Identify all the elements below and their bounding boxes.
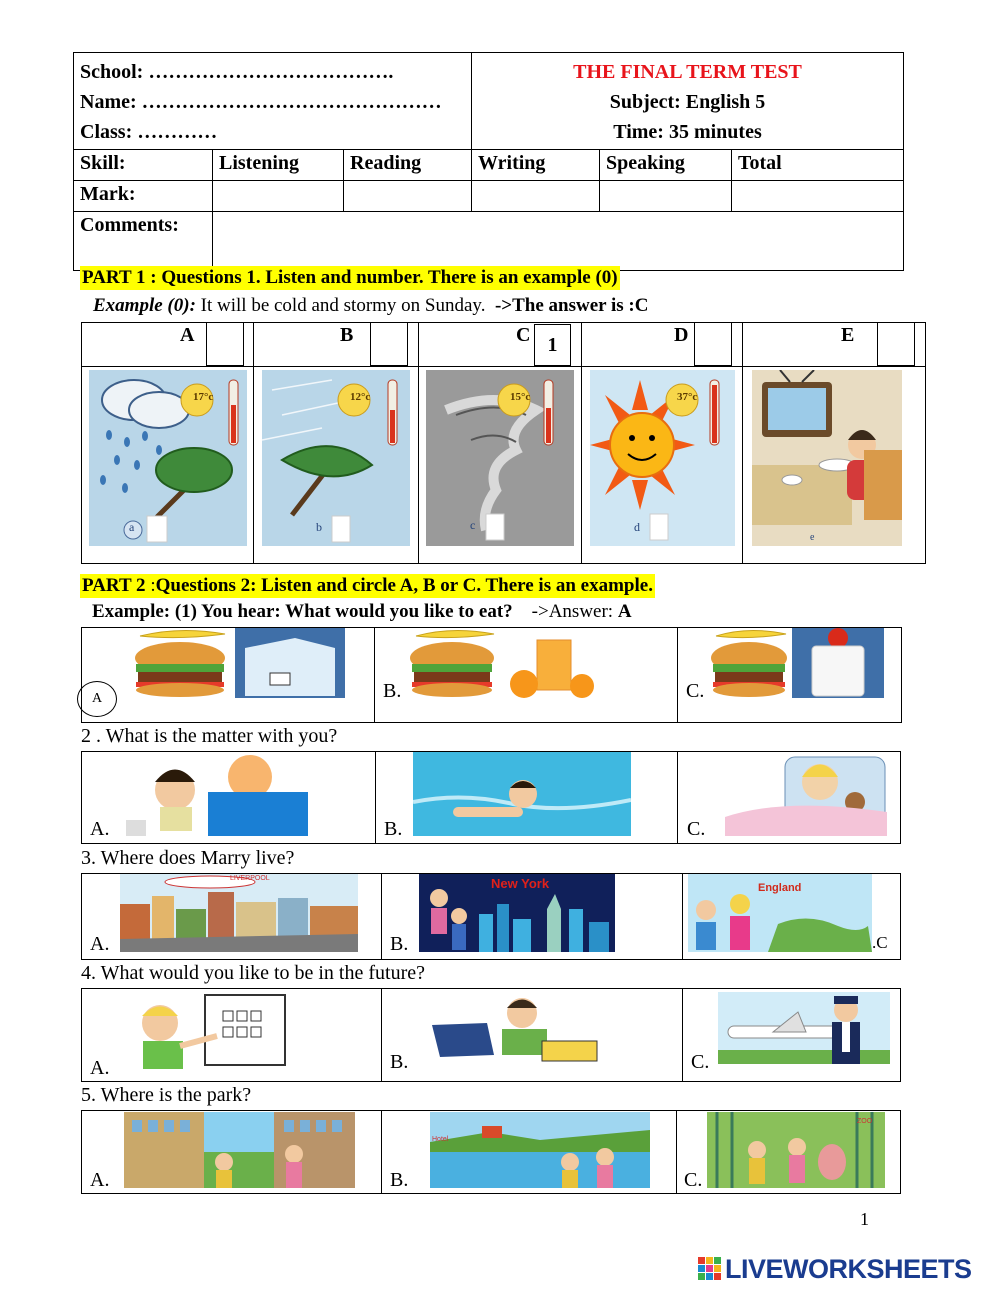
comments-label: Comments: <box>74 212 213 271</box>
answer-box-d[interactable] <box>694 322 732 366</box>
header-table <box>73 52 904 271</box>
q4-opt-c[interactable]: C. <box>691 1051 710 1073</box>
question-4: 4. What would you like to be in the future? <box>81 962 425 984</box>
col-label-d: D <box>674 324 689 346</box>
question-2: 2 . What is the matter with you? <box>81 725 338 747</box>
weather-picture-d <box>590 370 735 546</box>
rain-cloud-icon <box>89 370 247 546</box>
part2-example-answer: A <box>617 601 632 622</box>
orange-juice-icon <box>502 638 605 698</box>
example-label: Example (0): <box>93 295 196 316</box>
comments-field[interactable] <box>213 212 904 271</box>
skill-listening: Listening <box>213 150 344 181</box>
example-opt-c[interactable]: C. <box>686 680 705 702</box>
picture-letter-b: b <box>316 520 322 534</box>
question-5: 5. Where is the park? <box>81 1084 252 1106</box>
q5-opt-b[interactable]: B. <box>390 1169 409 1191</box>
col-label-a: A <box>180 324 195 346</box>
burger-picture-b <box>406 628 498 698</box>
buildings-street-icon <box>124 1112 355 1188</box>
writer-picture <box>432 993 600 1065</box>
name-line: Name: ……………………………………… <box>80 91 442 113</box>
mark-reading[interactable] <box>344 181 472 212</box>
tornado-icon <box>426 370 574 546</box>
park-lake-picture <box>430 1112 650 1188</box>
architect-picture <box>125 991 305 1069</box>
part2-example-text: Example: (1) You hear: What would you like to eat? <box>92 601 513 622</box>
mark-listening[interactable] <box>213 181 344 212</box>
question-3: 3. Where does Marry live? <box>81 847 295 869</box>
q2-opt-b[interactable]: B. <box>384 818 403 840</box>
picture-letter-a: a <box>129 520 135 534</box>
milk-carton-icon <box>235 628 345 698</box>
architect-drawing-icon <box>125 991 305 1069</box>
temp-label-a: 17°c <box>193 391 214 403</box>
q5-opt-c[interactable]: C. <box>684 1169 703 1191</box>
temp-label-d: 37°c <box>677 391 698 403</box>
temp-label-b: 12°c <box>350 391 371 403</box>
skill-reading: Reading <box>344 150 472 181</box>
watching-tv-icon <box>752 370 902 546</box>
skill-writing: Writing <box>472 150 600 181</box>
q4-opt-a[interactable]: A. <box>90 1057 110 1079</box>
example-answer: ->The answer is :C <box>494 295 649 316</box>
skill-total: Total <box>732 150 904 181</box>
test-info-cell <box>472 53 904 150</box>
liverpool-label: LIVERPOOL <box>230 875 270 882</box>
new-york-picture <box>419 874 615 952</box>
laptop-writer-icon <box>432 993 600 1065</box>
milk-carton-picture <box>235 628 345 698</box>
part1-example <box>93 294 648 318</box>
class-line: Class: ………… <box>80 121 218 143</box>
q3-opt-c[interactable]: .C <box>872 933 888 952</box>
skill-label: Skill: <box>74 150 213 181</box>
sick-girl-picture <box>725 752 887 836</box>
picture-letter-d: d <box>634 520 640 534</box>
answer-box-e[interactable] <box>877 322 915 366</box>
q2-opt-a[interactable]: A. <box>90 818 110 840</box>
circled-answer-a[interactable]: A <box>77 681 117 717</box>
answer-box-c[interactable]: 1 <box>534 324 571 366</box>
park-street-picture <box>124 1112 355 1188</box>
weather-picture-b <box>262 370 410 546</box>
subject-line: Subject: English 5 <box>609 91 766 113</box>
q5-opt-a[interactable]: A. <box>90 1169 110 1191</box>
student-info-cell <box>74 53 472 150</box>
liveworksheets-brand: LIVEWORKSHEETS <box>725 1254 972 1284</box>
windy-tree-icon <box>262 370 410 546</box>
milk-apple-picture <box>792 628 884 698</box>
page-number: 1 <box>860 1209 869 1229</box>
q4-opt-b[interactable]: B. <box>390 1051 409 1073</box>
part2-example-answer-label: ->Answer: <box>531 601 618 622</box>
burger-banana-icon <box>708 628 790 698</box>
skill-speaking: Speaking <box>600 150 732 181</box>
pilot-picture <box>718 992 890 1064</box>
col-label-b: B <box>340 324 354 346</box>
sick-girl-bed-icon <box>725 752 887 836</box>
swimming-boy-icon <box>413 752 631 836</box>
example-text: It will be cold and stormy on Sunday. <box>195 295 486 316</box>
part2-example <box>92 601 632 623</box>
school-line: School: ………………………………. <box>80 61 394 83</box>
orange-juice-picture <box>502 638 605 698</box>
mark-speaking[interactable] <box>600 181 732 212</box>
burger-banana-icon <box>406 628 498 698</box>
liveworksheets-logo-icon <box>698 1257 722 1281</box>
example-opt-b[interactable]: B. <box>383 680 402 702</box>
park-zoo-picture <box>707 1112 885 1188</box>
mark-writing[interactable] <box>472 181 600 212</box>
time-line: Time: 35 minutes <box>613 121 762 143</box>
milk-glass-icon <box>792 628 884 698</box>
england-label: England <box>758 882 802 894</box>
burger-picture-c <box>708 628 790 698</box>
part2-title: PART 2 :Questions 2: Listen and circle A, B or C. There is an example. <box>82 575 653 596</box>
mark-total[interactable] <box>732 181 904 212</box>
temp-label-c: 15°c <box>510 391 531 403</box>
burger-picture-a <box>130 628 230 698</box>
hotel-label: Hotel <box>432 1136 449 1143</box>
answer-box-a[interactable] <box>206 322 244 366</box>
q3-opt-a[interactable]: A. <box>90 933 110 955</box>
picture-letter-e: e <box>810 532 815 543</box>
swimming-picture <box>413 752 631 836</box>
picture-letter-c: c <box>470 518 476 532</box>
sun-icon <box>590 370 735 546</box>
part1-title: PART 1 : Questions 1. Listen and number. There is an example (0) <box>82 267 618 288</box>
boy-sun-icon <box>120 752 308 836</box>
weather-picture-e <box>752 370 902 546</box>
answer-box-b[interactable] <box>370 322 408 366</box>
pilot-airplane-icon <box>718 992 890 1064</box>
toothache-picture <box>120 752 308 836</box>
liverpool-picture <box>120 874 358 952</box>
city-skyline-icon <box>120 874 358 952</box>
burger-banana-icon <box>130 628 230 698</box>
new-york-label: New York <box>491 876 550 891</box>
q2-opt-c[interactable]: C. <box>687 818 706 840</box>
lake-landscape-icon <box>430 1112 650 1188</box>
weather-picture-c <box>426 370 574 546</box>
england-picture <box>688 874 872 952</box>
test-title: THE FINAL TERM TEST <box>573 61 802 83</box>
q3-opt-b[interactable]: B. <box>390 933 409 955</box>
mark-label: Mark: <box>74 181 213 212</box>
zoo-label: ZOO <box>857 1118 873 1125</box>
part2-title-visible: Questions 2: Listen and circle A, B or C. There is an example. <box>155 575 653 596</box>
col-label-e: E <box>841 324 855 346</box>
weather-picture-a <box>89 370 247 546</box>
part2-title-prefix: PART 2 <box>82 575 151 596</box>
col-label-c: C <box>516 324 531 346</box>
